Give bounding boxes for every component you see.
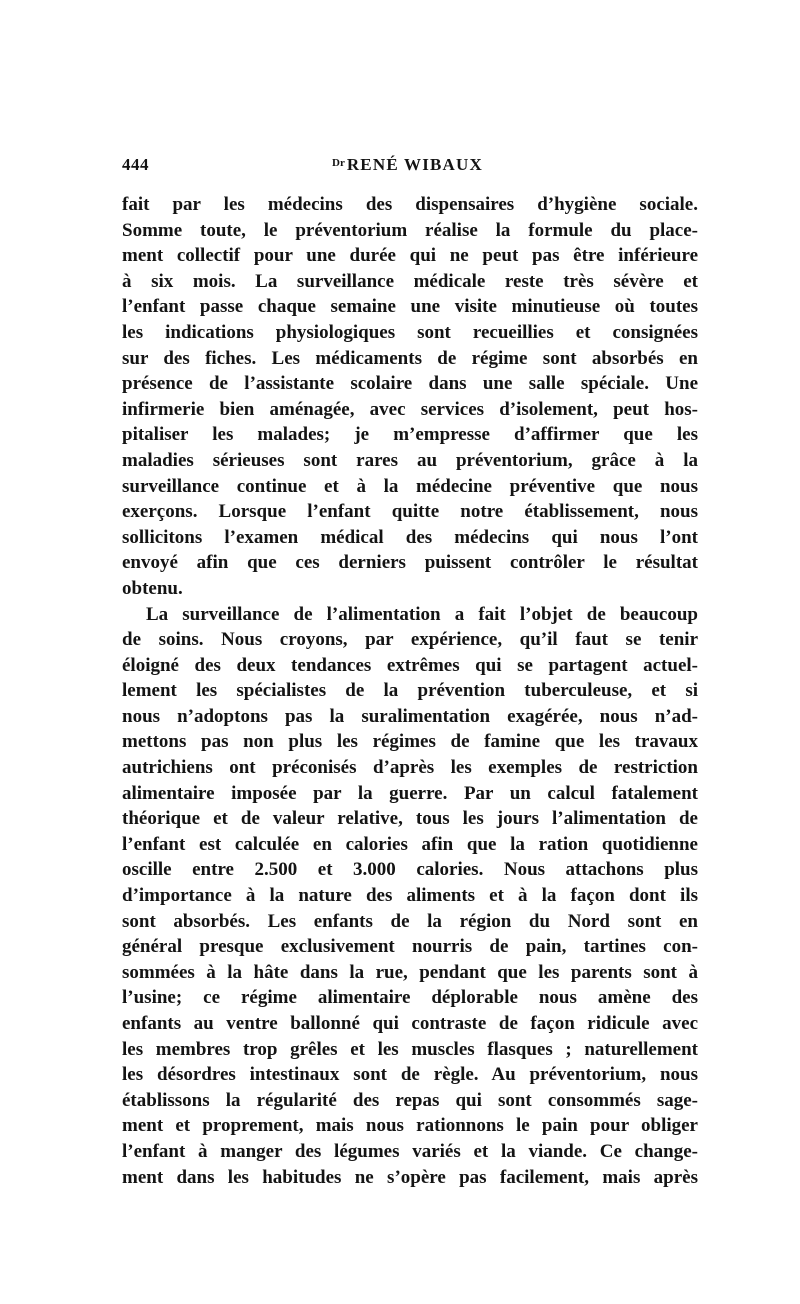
text-line: l’enfant à manger des légumes variés et la viande. Ce change- [122, 1140, 698, 1162]
text-line: La surveillance de l’alimentation a fait l’objet de beaucoup [146, 603, 698, 625]
text-line: sollicitons l’examen médical des médecins qui nous l’ont [122, 526, 698, 548]
text-line: pitaliser les malades; je m’empresse d’affirmer que les [122, 424, 698, 446]
text-line: l’usine; ce régime alimentaire déplorable nous amène des [122, 987, 698, 1009]
text-line: autrichiens ont préconisés d’après les exemples de restriction [122, 757, 698, 779]
text-line: éloigné des deux tendances extrêmes qui se partagent actuel- [122, 654, 698, 676]
text-line: présence de l’assistante scolaire dans une salle spéciale. Une [122, 373, 698, 395]
text-line: envoyé afin que ces derniers puissent contrôler le résultat [122, 552, 698, 574]
text-line: à six mois. La surveillance médicale reste très sévère et [122, 270, 698, 292]
page-number: 444 [122, 155, 149, 174]
text-line: fait par les médecins des dispensaires d’hygiène sociale. [122, 194, 698, 215]
text-line: d’importance à la nature des aliments et à la façon dont ils [122, 885, 698, 907]
text-line: théorique et de valeur relative, tous les jours l’alimentation de [122, 808, 698, 830]
text-line: sont absorbés. Les enfants de la région du Nord sont en [122, 910, 698, 932]
text-line: les membres trop grêles et les muscles flasques ; naturellement [122, 1038, 698, 1060]
text-line: de soins. Nous croyons, par expérience, qu’il faut se tenir [122, 629, 698, 651]
text-line: ment collectif pour une durée qui ne peut pas être inférieure [122, 245, 698, 267]
text-line: surveillance continue et à la médecine préventive que nous [122, 475, 698, 497]
text-line: sommées à la hâte dans la rue, pendant que les parents sont à [122, 961, 698, 983]
text-line: infirmerie bien aménagée, avec services d’isolement, peut hos- [122, 398, 698, 420]
text-line: oscille entre 2.500 et 3.000 calories. Nous attachons plus [122, 859, 698, 881]
text-line: alimentaire imposée par la guerre. Par un calcul fatalement [122, 782, 698, 804]
text-line: lement les spécialistes de la prévention tuberculeuse, et si [122, 680, 698, 702]
text-line: maladies sérieuses sont rares au préventorium, grâce à la [122, 449, 698, 471]
author-prefix: Dr [332, 157, 345, 169]
text-line: établissons la régularité des repas qui sont consommés sage- [122, 1089, 698, 1111]
text-line: les désordres intestinaux sont de règle. Au préventorium, nous [122, 1064, 698, 1086]
page-header [122, 155, 698, 179]
text-line: l’enfant est calculée en calories afin que la ration quotidienne [122, 833, 698, 855]
text-line: nous n’adoptons pas la suralimentation exagérée, nous n’ad- [122, 705, 698, 727]
text-line: enfants au ventre ballonné qui contraste de façon ridicule avec [122, 1013, 698, 1034]
body-text [122, 192, 698, 1190]
text-line: exerçons. Lorsque l’enfant quitte notre établissement, nous [122, 501, 698, 523]
author-name: RENÉ WIBAUX [346, 155, 483, 174]
running-head [332, 155, 483, 175]
text-line: ment dans les habitudes ne s’opère pas facilement, mais après [122, 1166, 698, 1188]
text-line: mettons pas non plus les régimes de famine que les travaux [122, 731, 698, 753]
text-line: obtenu. [122, 577, 183, 599]
text-line: Somme toute, le préventorium réalise la formule du place- [122, 219, 698, 241]
text-line: général presque exclusivement nourris de pain, tartines con- [122, 936, 698, 958]
text-line: sur des fiches. Les médicaments de régime sont absorbés en [122, 347, 698, 369]
text-line: ment et proprement, mais nous rationnons le pain pour obliger [122, 1115, 698, 1137]
text-line: l’enfant passe chaque semaine une visite minutieuse où toutes [122, 296, 698, 318]
text-line: les indications physiologiques sont recueillies et consignées [122, 321, 698, 343]
